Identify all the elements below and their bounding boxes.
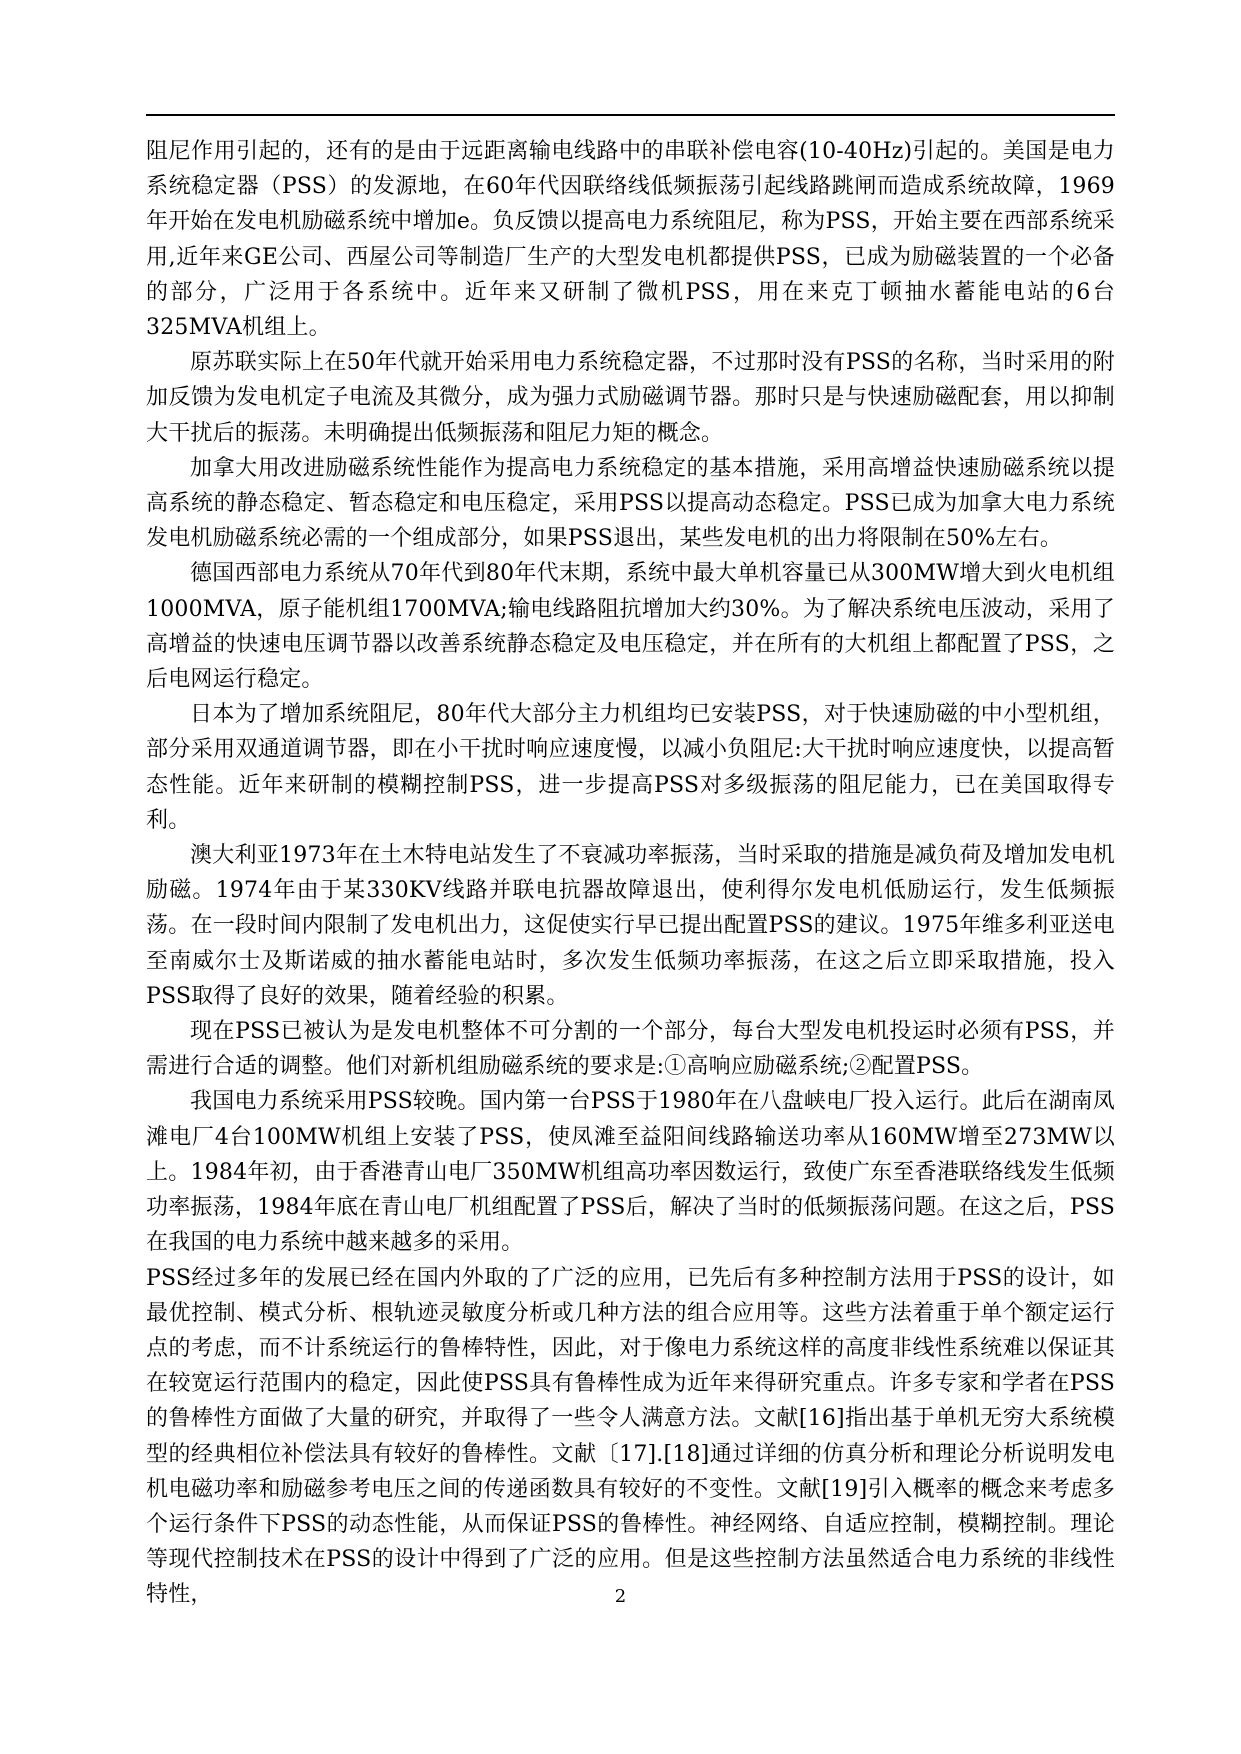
- paragraph-pss-development: PSS经过多年的发展已经在国内外取的了广泛的应用，已先后有多种控制方法用于PSS的设计，如最优控制、模式分析、根轨迹灵敏度分析或几种方法的组合应用等。这些方法着重于单个额定运行点的考虑，而不计系统运行的鲁棒特性，因此，对于像电力系统这样的高度非线性系统难以保证其在较宽运行范围内的稳定，因此使PSS具有鲁棒性成为近年来得研究重点。许多专家和学者在PSS的鲁棒性方面做了大量的研究，并取得了一些令人满意方法。文献[16]指出基于单机无穷大系统模型的经典相位补偿法具有较好的鲁棒性。文献〔17].[18]通过详细的仿真分析和理论分析说明发电机电磁功率和励磁参考电压之间的传递函数具有较好的不变性。文献[19]引入概率的概念来考虑多个运行条件下PSS的动态性能，从而保证PSS的鲁棒性。神经网络、自适应控制，模糊控制。理论等现代控制技术在PSS的设计中得到了广泛的应用。但是这些控制方法虽然适合电力系统的非线性特性，: [146, 1265, 1115, 1608]
- paragraph-soviet: 原苏联实际上在50年代就开始采用电力系统稳定器，不过那时没有PSS的名称，当时采用的附加反馈为发电机定子电流及其微分，成为强力式励磁调节器。那时只是与快速励磁配套，用以抑制大干扰后的振荡。未明确提出低频振荡和阻尼力矩的概念。: [146, 350, 1115, 446]
- paragraph-australia: 澳大利亚1973年在土木特电站发生了不衰减功率振荡，当时采取的措施是减负荷及增加发电机励磁。1974年由于某330KV线路并联电抗器故障退出，使利得尔发电机低励运行，发生低频振荡。在一段时间内限制了发电机出力，这促使实行早已提出配置PSS的建议。1975年维多利亚送电至南威尔士及斯诺威的抽水蓄能电站时，多次发生低频功率振荡，在这之后立即采取措施，投入PSS取得了良好的效果，随着经验的积累。: [146, 843, 1115, 1009]
- paragraph-japan: 日本为了增加系统阻尼，80年代大部分主力机组均已安装PSS，对于快速励磁的中小型机组，部分采用双通道调节器，即在小干扰时响应速度慢，以减小负阻尼:大干扰时响应速度快，以提高暂态性能。近年来研制的模糊控制PSS，进一步提高PSS对多级振荡的阻尼能力，已在美国取得专利。: [146, 702, 1115, 833]
- paragraph-canada: 加拿大用改进励磁系统性能作为提高电力系统稳定的基本措施，采用高增益快速励磁系统以提高系统的静态稳定、暂态稳定和电压稳定，采用PSS以提高动态稳定。PSS已成为加拿大电力系统发电机励磁系统必需的一个组成部分，如果PSS退出，某些发电机的出力将限制在50%左右。: [146, 455, 1115, 552]
- paragraph-china: 我国电力系统采用PSS较晚。国内第一台PSS于1980年在八盘峡电厂投入运行。此后在湖南凤滩电厂4台100MW机组上安装了PSS，使凤滩至益阳间线路输送功率从160MW增至273MW以上。1984年初，由于香港青山电厂350MW机组高功率因数运行，致使广东至香港联络线发生低频功率振荡，1984年底在青山电厂机组配置了PSS后，解决了当时的低频振荡问题。在这之后，PSS在我国的电力系统中越来越多的采用。: [146, 1089, 1115, 1256]
- page-number: 2: [614, 1586, 627, 1607]
- paragraph-current-pss: 现在PSS已被认为是发电机整体不可分割的一个部分，每台大型发电机投运时必须有PSS，并需进行合适的调整。他们对新机组励磁系统的要求是:①高响应励磁系统;②配置PSS。: [146, 1019, 1115, 1080]
- header-rule: [146, 114, 1115, 116]
- paragraph-continuation: 阻尼作用引起的，还有的是由于远距离输电线路中的串联补偿电容(10-40Hz)引起的。美国是电力系统稳定器（PSS）的发源地，在60年代因联络线低频振荡引起线路跳闸而造成系统故障，1969年开始在发电机励磁系统中增加e。负反馈以提高电力系统阻尼，称为PSS，开始主要在西部系统采用,近年来GE公司、西屋公司等制造厂生产的大型发电机都提供PSS，已成为励磁装置的一个必备的部分，广泛用于各系统中。近年来又研制了微机PSS，用在来克丁顿抽水蓄能电站的6台325MVA机组上。: [146, 139, 1115, 341]
- body-text: [146, 134, 1115, 1613]
- paragraph-germany: 德国西部电力系统从70年代到80年代末期，系统中最大单机容量已从300MW增大到火电机组1000MVA，原子能机组1700MVA;输电线路阻抗增加大约30%。为了解决系统电压波动，采用了高增益的快速电压调节器以改善系统静态稳定及电压稳定，并在所有的大机组上都配置了PSS，之后电网运行稳定。: [146, 561, 1115, 693]
